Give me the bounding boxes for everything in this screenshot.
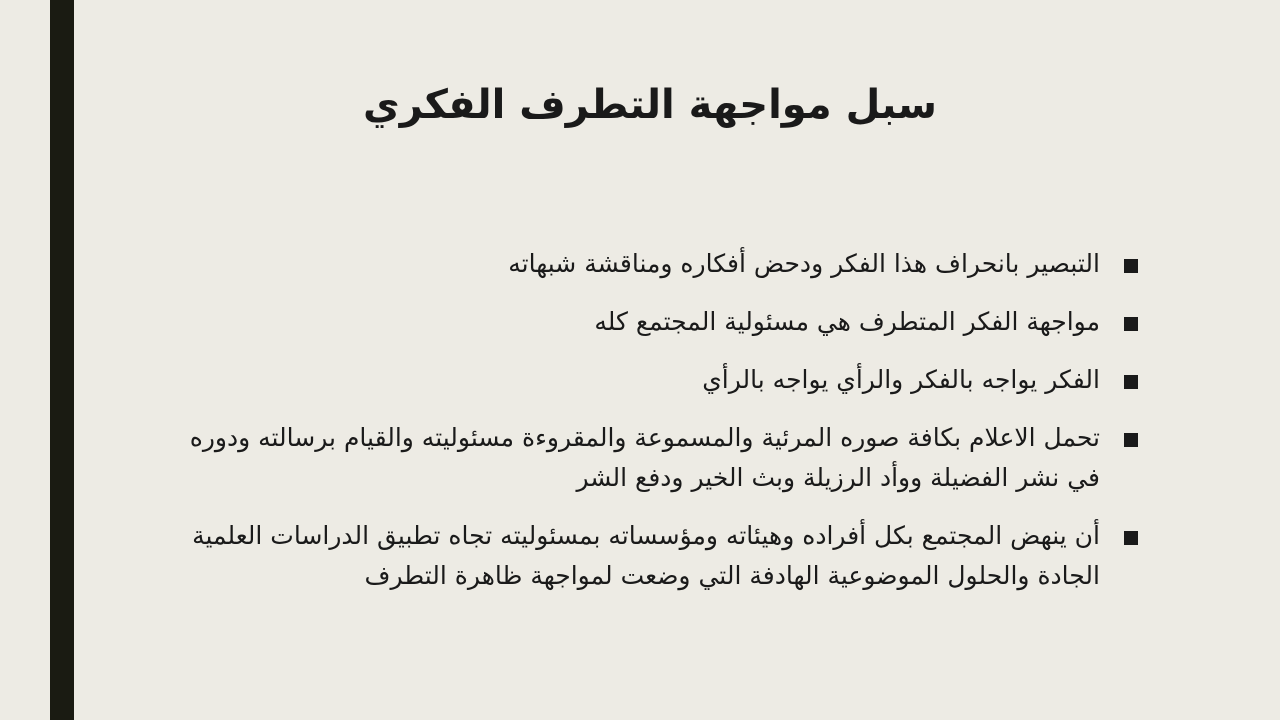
bullet-item [150,244,1140,284]
square-bullet-icon [1124,317,1138,331]
square-bullet-icon [1124,375,1138,389]
bullet-text: أن ينهض المجتمع بكل أفراده وهيئاته ومؤسساته بمسئوليته تجاه تطبيق الدراسات العلمية الجادة والحلول الموضوعية الهادفة التي وضعت لمواجهة ظاهرة التطرف [192,521,1100,590]
bullet-item [150,516,1140,596]
bullet-item [150,302,1140,342]
bullet-item [150,360,1140,400]
bullet-list [150,244,1140,614]
accent-side-bar [50,0,74,720]
square-bullet-icon [1124,259,1138,273]
bullet-text: مواجهة الفكر المتطرف هي مسئولية المجتمع كله [594,307,1100,336]
bullet-text: التبصير بانحراف هذا الفكر ودحض أفكاره ومناقشة شبهاته [508,249,1100,278]
bullet-item [150,418,1140,498]
bullet-text: الفكر يواجه بالفكر والرأي يواجه بالرأي [702,365,1100,394]
square-bullet-icon [1124,531,1138,545]
bullet-text: تحمل الاعلام بكافة صوره المرئية والمسموعة والمقروءة مسئوليته والقيام برسالته ودوره في نشر الفضيلة ووأد الرزيلة وبث الخير ودفع الشر [189,423,1100,492]
square-bullet-icon [1124,433,1138,447]
slide-title: سبل مواجهة التطرف الفكري [363,82,937,128]
